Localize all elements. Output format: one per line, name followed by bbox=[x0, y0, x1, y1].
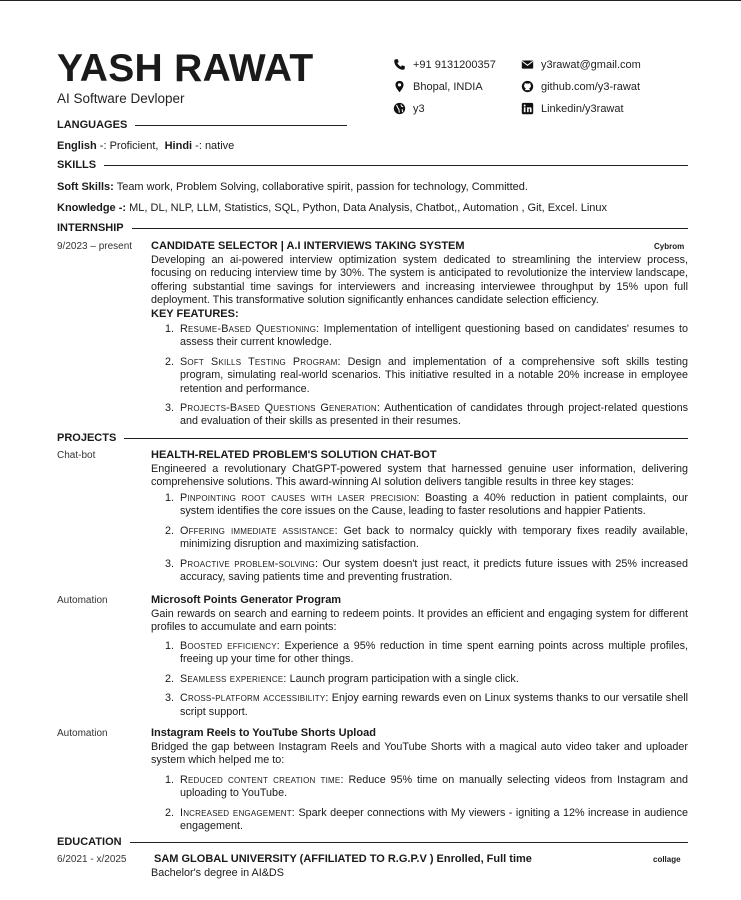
list-item: 1. Resume-Based Questioning: Implementation of intelligent questioning based on candidates' resumes to assess their current knowledge. bbox=[165, 323, 688, 349]
envelope-icon bbox=[521, 58, 534, 71]
project-tag: Automation bbox=[57, 595, 108, 606]
phone-text: +91 9131200357 bbox=[413, 58, 496, 71]
project-title: HEALTH-RELATED PROBLEM'S SOLUTION CHAT-BOT bbox=[151, 449, 437, 461]
location-text: Bhopal, INDIA bbox=[413, 80, 483, 93]
project-description: Bridged the gap between Instagram Reels and YouTube Shorts with a magical auto video taker and uploader system which helped me to: bbox=[151, 741, 688, 767]
phone-icon bbox=[393, 58, 406, 71]
projects-heading: PROJECTS bbox=[57, 432, 688, 444]
linkedin-text: Linkedin/y3rawat bbox=[541, 102, 624, 115]
section-rule bbox=[130, 842, 688, 843]
education-title: SAM GLOBAL UNIVERSITY (AFFILIATED TO R.G.P.V ) Enrolled, Full time bbox=[154, 853, 532, 865]
education-degree: Bachelor's degree in AI&DS bbox=[151, 867, 284, 879]
project-description: Engineered a revolutionary ChatGPT-powered system that harnessed genuine user information, delivering comprehensive solutions. This award-winning AI solution delivers tangible results in three key stages: bbox=[151, 463, 688, 489]
list-item: 2. Offering immediate assistance: Get back to normalcy quickly with temporary fixes readily available, minimizing disruption and maximizing satisfaction. bbox=[165, 524, 688, 551]
internship-description: Developing an ai-powered interview optimization system dedicated to streamlining the interview process, focusing on reducing interview time by 30%. The system is anticipated to revolutionize the interview landscape, offering substantial time savings for interviewers and increasing interviewee throughput by 15% upon full deployment. This transformative solution significantly enhances candidate selection efficiency. bbox=[151, 254, 688, 307]
list-item: 1. Reduced content creation time: Reduce 95% time on manually selecting videos from Instagram and uploading to YouTube. bbox=[165, 774, 688, 800]
contact-email[interactable] bbox=[521, 58, 641, 71]
project-feature-list bbox=[165, 774, 688, 834]
list-item: 1. Boosted efficiency: Experience a 95% reduction in time spent earning points across multiple profiles, freeing up your time for other things. bbox=[165, 640, 688, 666]
internship-org: Cybrom bbox=[654, 242, 685, 251]
github-text: github.com/y3-rawat bbox=[541, 80, 641, 93]
education-date: 6/2021 - x/2025 bbox=[57, 854, 127, 865]
internship-title: CANDIDATE SELECTOR | A.I INTERVIEWS TAKING SYSTEM bbox=[151, 240, 465, 252]
project-tag: Automation bbox=[57, 728, 108, 739]
linkedin-icon bbox=[521, 102, 534, 115]
section-rule bbox=[104, 165, 688, 166]
section-rule bbox=[135, 125, 347, 126]
github-icon bbox=[521, 80, 534, 93]
contact-location bbox=[393, 80, 483, 93]
skills-heading: SKILLS bbox=[57, 159, 688, 171]
key-features-label: KEY FEATURES: bbox=[151, 308, 239, 320]
project-title: Microsoft Points Generator Program bbox=[151, 594, 342, 606]
languages-line: English -: Proficient, Hindi -: native bbox=[57, 140, 235, 152]
education-heading: EDUCATION bbox=[57, 836, 688, 848]
list-item: 2. Soft Skills Testing Program: Design and implementation of a comprehensive soft skills testing program, simulating real-world scenarios. This initiative resulted in a notable 20% increase in employee retention and performance. bbox=[165, 355, 688, 395]
internship-feature-list bbox=[165, 323, 688, 429]
resume-name: YASH RAWAT bbox=[57, 47, 314, 90]
project-feature-list bbox=[165, 492, 688, 584]
website-text: y3 bbox=[413, 102, 425, 115]
resume-role: AI Software Devloper bbox=[57, 91, 185, 106]
contact-github[interactable] bbox=[521, 80, 640, 93]
map-pin-icon bbox=[393, 80, 406, 93]
list-item: 2. Seamless experience: Launch program participation with a single click. bbox=[165, 672, 519, 685]
internship-heading: INTERNSHIP bbox=[57, 222, 688, 234]
top-border bbox=[0, 0, 741, 1]
list-item: 1. Pinpointing root causes with laser precision: Boasting a 40% reduction in patient complaints, our system identifies the core issues on the Cause, leading to faster resolutions and happier Patients. bbox=[165, 492, 689, 518]
contact-linkedin[interactable] bbox=[521, 102, 624, 115]
project-tag: Chat-bot bbox=[57, 450, 96, 461]
section-rule bbox=[124, 438, 688, 439]
contact-phone[interactable] bbox=[393, 58, 496, 71]
email-text: y3rawat@gmail.com bbox=[541, 58, 641, 71]
project-feature-list bbox=[165, 640, 688, 719]
soft-skills-line: Soft Skills: Team work, Problem Solving, collaborative spirit, passion for technology, Committed. bbox=[57, 181, 528, 193]
list-item: 3. Cross-platform accessibility: Enjoy earning rewards even on Linux systems thanks to our versatile shell script support. bbox=[165, 692, 689, 718]
languages-heading: LANGUAGES bbox=[57, 119, 347, 131]
list-item: 2. Increased engagement: Spark deeper connections with My viewers - igniting a 12% increase in audience engagement. bbox=[165, 806, 688, 833]
list-item: 3. Projects-Based Questions Generation: Authentication of candidates through project-related questions and evaluation of their skills as presented in their resumes. bbox=[165, 402, 688, 428]
globe-icon bbox=[393, 102, 406, 115]
contact-website[interactable] bbox=[393, 102, 425, 115]
project-title: Instagram Reels to YouTube Shorts Upload bbox=[151, 727, 376, 739]
section-rule bbox=[132, 228, 688, 229]
knowledge-line: Knowledge -: ML, DL, NLP, LLM, Statistics, SQL, Python, Data Analysis, Chatbot,, Automation , Git, Excel. Linux bbox=[57, 202, 608, 214]
internship-date: 9/2023 – present bbox=[57, 241, 133, 252]
project-description: Gain rewards on search and earning to redeem points. It provides an efficient and engaging system for different profiles to accumulate and earn points: bbox=[151, 608, 688, 634]
list-item: 3. Proactive problem-solving: Our system doesn't just react, it predicts future issues with 25% increased accuracy, saving patients time and preventing frustration. bbox=[165, 557, 688, 584]
education-org: collage bbox=[653, 855, 681, 864]
